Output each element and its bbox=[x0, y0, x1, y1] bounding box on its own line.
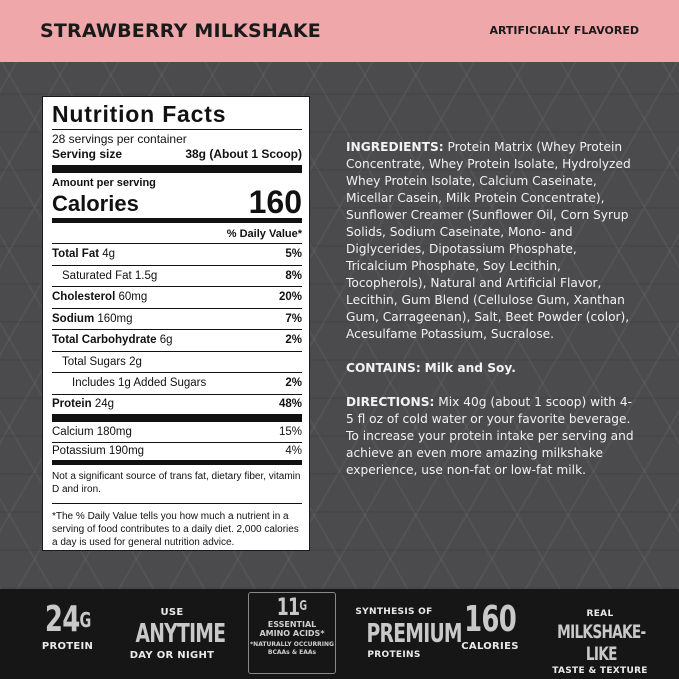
nutrient-name: Sodium bbox=[52, 312, 95, 325]
flavor-note: ARTIFICIALLY FLAVORED bbox=[489, 24, 639, 37]
product-info bbox=[346, 139, 636, 496]
daily-value-footnote: *The % Daily Value tells you how much a nutrient in a serving of food contributes to a daily diet. 2,000 calories a day is used for general nutrition advice. bbox=[52, 510, 299, 548]
milkshake-like-label: MILKSHAKE-LIKE bbox=[557, 621, 646, 665]
ingredients-label: INGREDIENTS: bbox=[346, 140, 444, 154]
nutrition-facts-panel bbox=[42, 96, 310, 551]
directions-label: DIRECTIONS: bbox=[346, 395, 435, 409]
nutrient-row bbox=[52, 422, 302, 444]
nutrient-row bbox=[52, 287, 302, 309]
calories-row bbox=[52, 184, 302, 223]
nutrient-name: Saturated Fat bbox=[62, 269, 132, 282]
amino-line-1: ESSENTIAL bbox=[267, 620, 317, 629]
contains-text: Milk and Soy. bbox=[424, 361, 516, 375]
nutrient-name: Total Fat bbox=[52, 248, 100, 261]
amino-line-3: *NATURALLY OCCURRING bbox=[250, 641, 334, 648]
nutrient-dv: 8% bbox=[285, 269, 302, 282]
nutrient-amount: 2g bbox=[129, 355, 142, 368]
nutrient-name: Total Sugars bbox=[62, 355, 126, 368]
calories-value: 160 bbox=[248, 184, 302, 220]
calories-claim-label: CALORIES bbox=[461, 641, 519, 652]
nutrient-amount: 6g bbox=[159, 334, 173, 347]
nutrition-note: Not a significant source of trans fat, dietary fiber, vitamin D and iron. bbox=[52, 465, 302, 504]
nutrient-name: Protein bbox=[52, 398, 92, 410]
premium-label: PREMIUM bbox=[366, 619, 462, 649]
nutrient-dv: 7% bbox=[285, 312, 302, 325]
flavor-name: STRAWBERRY MILKSHAKE bbox=[40, 20, 321, 42]
nutrient-dv: 2% bbox=[285, 377, 302, 390]
directions-paragraph bbox=[346, 394, 636, 479]
nutrient-dv: 48% bbox=[278, 398, 302, 410]
amino-line-2: AMINO ACIDS* bbox=[259, 629, 325, 638]
nutrition-title: Nutrition Facts bbox=[52, 101, 302, 130]
nutrient-name: Includes 1g Added Sugars bbox=[72, 377, 207, 390]
taste-texture-label: TASTE & TEXTURE bbox=[552, 666, 648, 676]
anytime-label: ANYTIME bbox=[135, 619, 226, 649]
calories-amount: 160 bbox=[464, 599, 516, 640]
serving-size-label: Serving size bbox=[52, 147, 123, 161]
nutrient-name: Total Carbohydrate bbox=[52, 334, 157, 347]
real-label: REAL bbox=[586, 609, 614, 619]
nutrient-dv: 15% bbox=[278, 425, 302, 438]
nutrient-name: Cholesterol bbox=[52, 291, 116, 304]
amino-line-4: BCAAs & EAAs bbox=[267, 649, 317, 656]
nutrient-row bbox=[52, 309, 302, 331]
contains-paragraph bbox=[346, 360, 636, 377]
nutrient-amount: 24g bbox=[94, 398, 115, 410]
protein-label: PROTEIN bbox=[41, 641, 94, 652]
nutrient-amount: 180mg bbox=[96, 425, 132, 438]
nutrient-row bbox=[52, 373, 302, 395]
nutrient-row bbox=[52, 244, 302, 266]
directions-text: Mix 40g (about 1 scoop) with 4-5 fl oz of cold water or your favorite beverage. To increase your protein intake per serving and achieve an even more amazing milkshake experience, use non-fat or low-fat milk. bbox=[346, 395, 634, 477]
amino-amount: $11^G$ bbox=[277, 593, 307, 621]
claim-anytime bbox=[118, 606, 226, 662]
serving-size-value: 38g (About 1 Scoop) bbox=[185, 147, 302, 161]
use-label: USE bbox=[160, 607, 184, 618]
ingredients-text: Protein Matrix (Whey Protein Concentrate, Whey Protein Isolate, Hydrolyzed Whey Protein Isolate, Calcium Caseinate, Micellar Casein, Milk Protein Concentrate), Sunflower Creamer (Sunflower Oil, Corn Syrup Solids, Sodium Caseinate, Mono- and Diglycerides, Dipotassium Phosphate, Tricalcium Phosphate, Soy Lecithin, Tocopherols), Natural and Artificial Flavor, Lecithin, Gum Blend (Cellulose Gum, Xanthan Gum, Carrageenan), Salt, Beet Powder (color), Acesulfame Potassium, Sucralose. bbox=[346, 140, 631, 341]
protein-amount: $24^G$ bbox=[44, 599, 91, 640]
nutrient-row bbox=[52, 352, 302, 374]
claim-protein bbox=[30, 600, 105, 653]
nutrient-dv: 5% bbox=[285, 248, 302, 261]
claim-calories bbox=[452, 600, 528, 653]
synthesis-label: SYNTHESIS OF bbox=[355, 607, 433, 617]
claim-premium bbox=[348, 606, 462, 662]
nutrient-name: Potassium bbox=[52, 445, 106, 458]
amount-per-serving: Amount per serving bbox=[52, 177, 156, 189]
contains-label: CONTAINS: bbox=[346, 361, 421, 375]
nutrient-row bbox=[52, 443, 302, 465]
nutrient-amount: 60mg bbox=[118, 291, 148, 304]
nutrient-row bbox=[52, 395, 302, 422]
claim-milkshake bbox=[540, 608, 660, 678]
serving-size-row bbox=[52, 147, 302, 173]
nutrient-amount: 160mg bbox=[97, 312, 133, 325]
proteins-label: PROTEINS bbox=[367, 650, 421, 660]
nutrient-row bbox=[52, 266, 302, 288]
daily-value-header: % Daily Value* bbox=[52, 223, 302, 244]
servings-per-container: 28 servings per container bbox=[52, 132, 187, 146]
ingredients-paragraph bbox=[346, 139, 636, 343]
nutrient-dv: 4% bbox=[285, 445, 302, 458]
claim-amino-acids bbox=[248, 594, 336, 657]
nutrient-amount: 190mg bbox=[108, 445, 145, 458]
nutrient-dv: 20% bbox=[278, 291, 302, 304]
nutrient-name: Calcium bbox=[52, 425, 94, 438]
nutrient-amount: 1.5g bbox=[134, 269, 158, 282]
nutrient-row bbox=[52, 330, 302, 352]
calories-label: Calories bbox=[52, 191, 139, 216]
nutrient-dv: 2% bbox=[285, 334, 302, 347]
nutrient-amount: 4g bbox=[102, 248, 116, 261]
day-or-night-label: DAY OR NIGHT bbox=[129, 650, 215, 661]
